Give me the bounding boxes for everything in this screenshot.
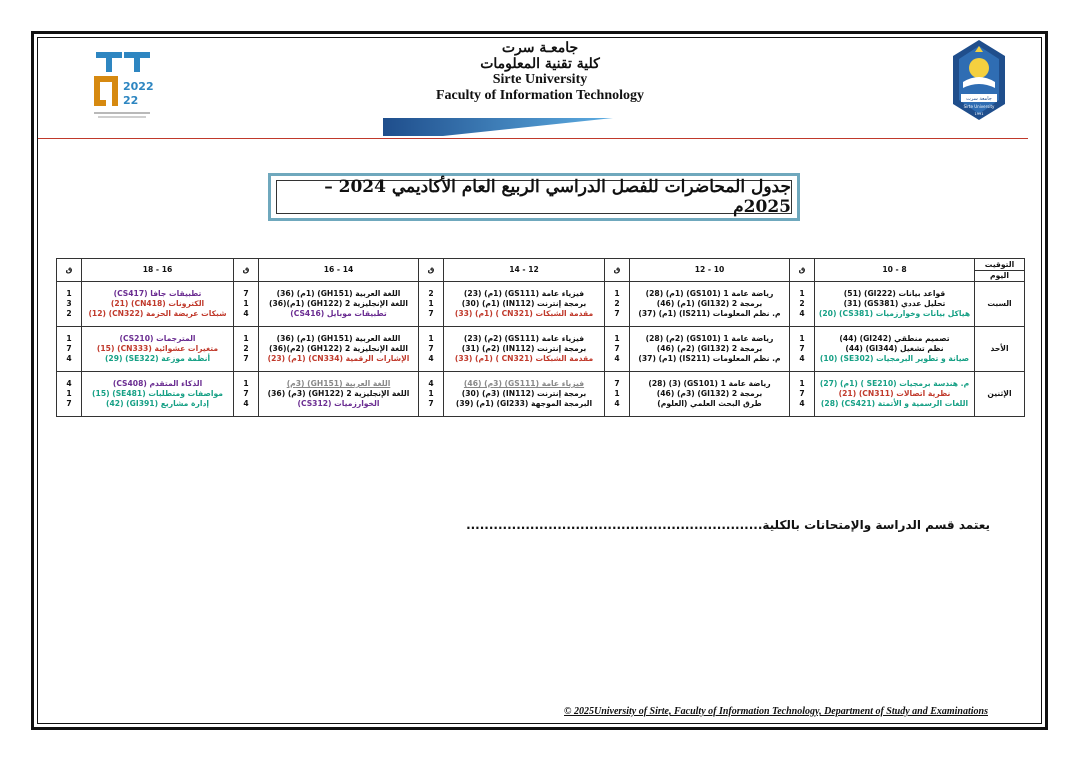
university-logo-icon <box>945 38 1013 123</box>
level-value: 4 <box>799 354 805 363</box>
level-value: 7 <box>428 309 434 318</box>
course-entry: شبكات عريضة الحزمة (CN322) (12) <box>88 309 227 318</box>
course-entry: أنظمة موزعة (SE322) (29) <box>104 354 211 363</box>
course-entry: تحليل عددي (GS381) (31) <box>843 299 946 308</box>
logo-year-top: 2022 <box>123 80 154 93</box>
course-cell <box>82 372 234 417</box>
level-value: 2 <box>66 309 72 318</box>
level-header: ق <box>419 259 444 282</box>
level-value: 1 <box>614 289 620 298</box>
course-entry: متغيرات عشوائية (CN333) (15) <box>96 344 219 353</box>
level-value: 1 <box>66 334 72 343</box>
course-entry: برمجة 2 (GI132) (2م) (46) <box>656 344 763 353</box>
faculty-logo-icon <box>92 50 154 122</box>
course-cell <box>444 372 605 417</box>
level-value: 4 <box>243 399 249 408</box>
course-entry: طرق البحث العلمي (العلوم) <box>657 399 762 408</box>
level-cell <box>57 327 82 372</box>
level-value: 7 <box>799 389 805 398</box>
course-entry: اللغة العربية (GH151) (1م) (36) <box>276 289 401 298</box>
level-header: ق <box>790 259 815 282</box>
course-entry: فيزياء عامة (GS111) (3م) (46) <box>463 379 585 388</box>
course-cell <box>630 372 790 417</box>
course-entry: اللغة العربية (GH151) (3م) <box>286 379 391 388</box>
level-value: 7 <box>66 399 72 408</box>
schedule-table <box>56 258 1025 417</box>
level-cell <box>790 327 815 372</box>
level-cell <box>57 372 82 417</box>
level-value: 2 <box>243 344 249 353</box>
course-entry: الخوارزميات (CS312) <box>297 399 380 408</box>
level-value: 1 <box>428 389 434 398</box>
course-cell <box>630 327 790 372</box>
course-entry: الذكاء المتقدم (CS408) <box>112 379 203 388</box>
level-value: 7 <box>66 344 72 353</box>
level-cell <box>419 372 444 417</box>
level-value: 1 <box>428 334 434 343</box>
university-name-ar: جامعـة سرت <box>501 40 579 56</box>
course-entry: صيانة و تطوير البرمجيات (SE302) (10) <box>819 354 970 363</box>
course-entry: نظم تشغيل (GI344) (44) <box>845 344 944 353</box>
header-divider <box>38 138 1028 139</box>
level-value: 1 <box>66 289 72 298</box>
course-cell <box>815 282 975 327</box>
course-entry: رياضة عامة 1 (GS101) (2م) (28) <box>645 334 774 343</box>
course-entry: مقدمة الشبكات (CN321 ) (1م) (33) <box>454 309 594 318</box>
level-cell <box>234 282 259 327</box>
level-value: 4 <box>428 354 434 363</box>
level-value: 4 <box>614 399 620 408</box>
header-accent-bar <box>383 118 613 136</box>
course-entry: هياكل بيانات وخوارزميات (CS381) (20) <box>818 309 971 318</box>
level-cell <box>790 282 815 327</box>
logo-name-ar: جامعة سرت <box>966 96 992 102</box>
level-value: 4 <box>243 309 249 318</box>
course-entry: مقدمة الشبكات (CN321 ) (1م) (33) <box>454 354 594 363</box>
level-value: 1 <box>799 379 805 388</box>
course-cell <box>444 282 605 327</box>
copyright-footer: © 2025University of Sirte, Faculty of Information Technology, Department of Study and Examinations <box>564 706 988 717</box>
level-cell <box>605 282 630 327</box>
level-value: 2 <box>799 299 805 308</box>
time-header: التوقيت <box>975 259 1024 271</box>
level-header: ق <box>605 259 630 282</box>
course-entry: فيزياء عامة (GS111) (2م) (23) <box>463 334 585 343</box>
faculty-name-ar: كلية تقنية المعلومات <box>480 56 600 72</box>
course-entry: نظرية اتصالات (CN311) (21) <box>838 389 951 398</box>
level-value: 1 <box>614 334 620 343</box>
level-header: ق <box>57 259 82 282</box>
logo-name-en: Sirte University <box>963 104 995 109</box>
level-value: 7 <box>614 309 620 318</box>
course-entry: رياضة عامة 1 (GS101) (1م) (28) <box>645 289 774 298</box>
course-entry: المترجمات (CS210) <box>119 334 196 343</box>
course-entry: تصميم منطقي (GI242) (44) <box>839 334 950 343</box>
level-value: 1 <box>66 389 72 398</box>
logo-founding-year: 1991 <box>974 112 984 116</box>
level-value: 4 <box>66 379 72 388</box>
course-entry: اللغة الإنجليزية 2 (GH122) (1م)(36) <box>268 299 409 308</box>
level-cell <box>234 372 259 417</box>
course-cell <box>259 282 419 327</box>
course-cell <box>444 327 605 372</box>
course-entry: م. نظم المعلومات (IS211) (1م) (37) <box>638 309 781 318</box>
level-value: 7 <box>428 344 434 353</box>
course-entry: الكترونات (CN418) (21) <box>110 299 205 308</box>
svg-text:22: 22 <box>123 94 139 107</box>
course-entry: قواعد بيانات (GI222) (51) <box>843 289 946 298</box>
approval-line: يعتمد قسم الدراسة والإمتحانات بالكلية................................................................. <box>466 518 990 532</box>
course-entry: اللغات الرسمية و الأتمتة (CS421) (28) <box>820 399 969 408</box>
course-entry: برمجة إنترنت (IN112) (2م) (31) <box>461 344 587 353</box>
day-name: الأحد <box>975 327 1025 372</box>
day-name: السبت <box>975 282 1025 327</box>
course-entry: تطبيقات جافا (CS417) <box>113 289 202 298</box>
level-cell <box>419 327 444 372</box>
level-value: 2 <box>614 299 620 308</box>
table-row <box>57 282 1025 327</box>
course-entry: إدارة مشاريع (GI391) (42) <box>106 399 209 408</box>
course-entry: مواصفات ومتطلبات (SE481) (15) <box>92 389 223 398</box>
level-value: 4 <box>428 379 434 388</box>
corner-cell <box>975 259 1025 282</box>
level-value: 4 <box>799 399 805 408</box>
course-entry: م. هندسة برمجيات (SE210 ) (1م) (27) <box>819 379 970 388</box>
level-value: 7 <box>243 289 249 298</box>
level-header: ق <box>234 259 259 282</box>
level-value: 7 <box>614 379 620 388</box>
course-entry: البرمجة الموجهة (GI233) (1م) (39) <box>455 399 593 408</box>
course-cell <box>82 327 234 372</box>
level-value: 4 <box>614 354 620 363</box>
level-value: 1 <box>243 334 249 343</box>
page-title: جدول المحاضرات للفصل الدراسي الربيع العام الأكاديمي 2024 – 2025م <box>276 180 792 214</box>
level-value: 2 <box>428 289 434 298</box>
level-value: 7 <box>428 399 434 408</box>
level-value: 4 <box>66 354 72 363</box>
period-header: 8 - 10 <box>815 259 975 282</box>
level-value: 1 <box>243 299 249 308</box>
level-value: 1 <box>614 389 620 398</box>
course-entry: برمجة إنترنت (IN112) (1م) (30) <box>461 299 587 308</box>
level-value: 7 <box>243 389 249 398</box>
level-value: 4 <box>799 309 805 318</box>
level-value: 7 <box>243 354 249 363</box>
level-cell <box>234 327 259 372</box>
level-value: 1 <box>799 289 805 298</box>
course-cell <box>259 327 419 372</box>
course-cell <box>259 372 419 417</box>
level-cell <box>790 372 815 417</box>
course-entry: فيزياء عامة (GS111) (1م) (23) <box>463 289 585 298</box>
level-cell <box>605 327 630 372</box>
period-header: 14 - 16 <box>259 259 419 282</box>
course-entry: تطبيقات موبايل (CS416) <box>290 309 387 318</box>
title-frame <box>268 173 800 221</box>
period-header: 16 - 18 <box>82 259 234 282</box>
period-header: 10 - 12 <box>630 259 790 282</box>
level-value: 7 <box>614 344 620 353</box>
faculty-name-en: Faculty of Information Technology <box>435 88 645 103</box>
course-cell <box>815 372 975 417</box>
level-cell <box>419 282 444 327</box>
level-value: 1 <box>243 379 249 388</box>
course-entry: اللغة الإنجليزية 2 (GH122) (3م) (36) <box>267 389 410 398</box>
course-entry: برمجة إنترنت (IN112) (3م) (30) <box>461 389 587 398</box>
day-header: اليوم <box>990 271 1009 280</box>
period-header: 12 - 14 <box>444 259 605 282</box>
level-cell <box>605 372 630 417</box>
day-name: الإثنين <box>975 372 1025 417</box>
table-row <box>57 372 1025 417</box>
university-name-en: Sirte University <box>492 72 588 87</box>
course-cell <box>630 282 790 327</box>
level-value: 3 <box>66 299 72 308</box>
level-value: 7 <box>799 344 805 353</box>
course-entry: م. نظم المعلومات (IS211) (1م) (37) <box>638 354 781 363</box>
level-value: 1 <box>428 299 434 308</box>
course-entry: برمجة 2 (GI132) (1م) (46) <box>656 299 763 308</box>
course-cell <box>82 282 234 327</box>
table-row <box>57 327 1025 372</box>
level-cell <box>57 282 82 327</box>
course-cell <box>815 327 975 372</box>
institution-header <box>380 40 700 104</box>
level-value: 1 <box>799 334 805 343</box>
course-entry: رياضة عامة 1 (GS101) (3) (28) <box>648 379 771 388</box>
table-header-row <box>57 259 1025 282</box>
course-entry: برمجة 2 (GI132) (3م) (46) <box>656 389 763 398</box>
course-entry: اللغة العربية (GH151) (1م) (36) <box>276 334 401 343</box>
course-entry: اللغة الإنجليزية 2 (GH122) (2م)(36) <box>268 344 409 353</box>
course-entry: الإشارات الرقمية (CN334) (1م) (23) <box>267 354 410 363</box>
